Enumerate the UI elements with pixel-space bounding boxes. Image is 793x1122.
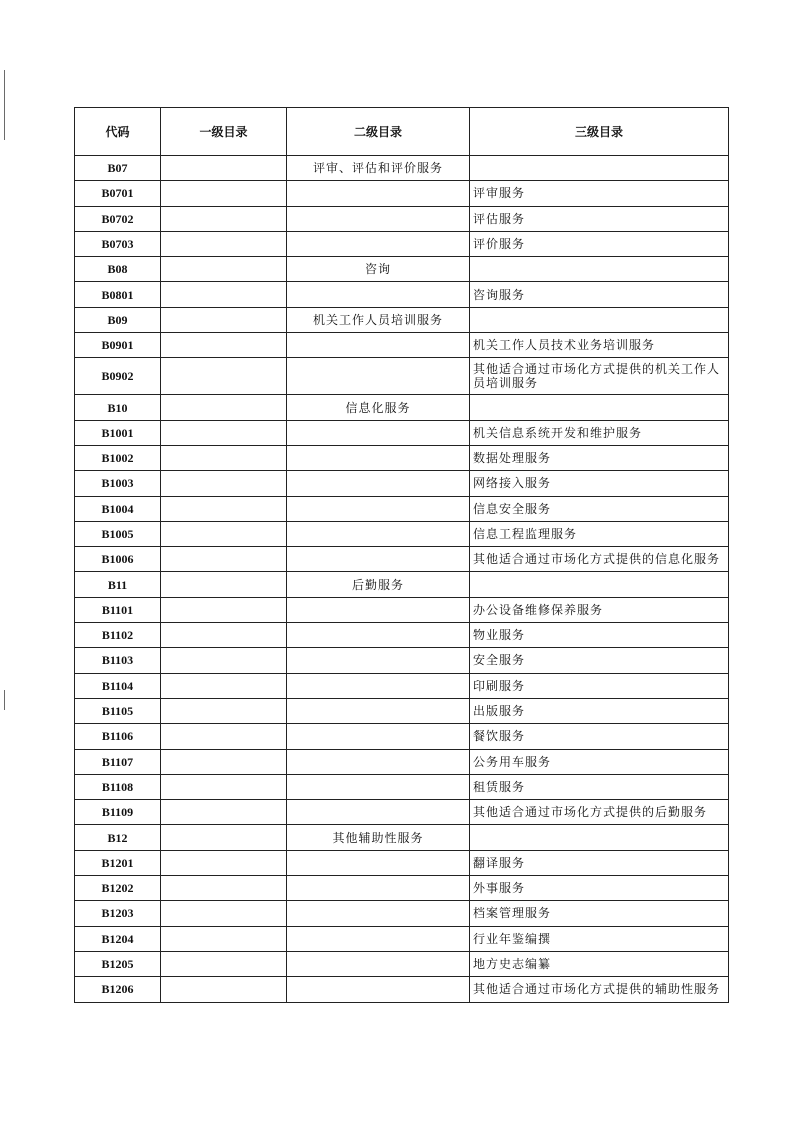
- code-cell: B1203: [75, 901, 161, 926]
- table-row: [75, 547, 729, 572]
- level2-cell: [287, 850, 470, 875]
- level3-cell: 咨询服务: [470, 282, 729, 307]
- level3-cell: 办公设备维修保养服务: [470, 597, 729, 622]
- table-row: [75, 850, 729, 875]
- level2-cell: 机关工作人员培训服务: [287, 307, 470, 332]
- table-row: [75, 257, 729, 282]
- level1-cell: [161, 445, 287, 470]
- level1-cell: [161, 850, 287, 875]
- table-row: [75, 876, 729, 901]
- code-cell: B0902: [75, 358, 161, 395]
- level1-cell: [161, 800, 287, 825]
- level3-cell: 档案管理服务: [470, 901, 729, 926]
- level2-cell: [287, 206, 470, 231]
- level3-cell: 评价服务: [470, 231, 729, 256]
- level3-cell: 评审服务: [470, 181, 729, 206]
- level3-cell: 印刷服务: [470, 673, 729, 698]
- level2-cell: [287, 774, 470, 799]
- table-row: [75, 181, 729, 206]
- level1-cell: [161, 156, 287, 181]
- level3-cell: 信息工程监理服务: [470, 521, 729, 546]
- level1-cell: [161, 951, 287, 976]
- catalog-table-container: [74, 107, 728, 1003]
- code-cell: B1109: [75, 800, 161, 825]
- table-row: [75, 926, 729, 951]
- level2-cell: [287, 876, 470, 901]
- level1-cell: [161, 231, 287, 256]
- level3-cell: 其他适合通过市场化方式提供的辅助性服务: [470, 977, 729, 1002]
- level1-cell: [161, 496, 287, 521]
- level2-cell: [287, 282, 470, 307]
- code-cell: B1205: [75, 951, 161, 976]
- code-cell: B0701: [75, 181, 161, 206]
- table-row: [75, 951, 729, 976]
- code-cell: B1108: [75, 774, 161, 799]
- code-cell: B1106: [75, 724, 161, 749]
- header-code: 代码: [75, 108, 161, 156]
- table-row: [75, 156, 729, 181]
- level3-cell: [470, 307, 729, 332]
- code-cell: B0703: [75, 231, 161, 256]
- table-row: [75, 623, 729, 648]
- code-cell: B1005: [75, 521, 161, 546]
- code-cell: B09: [75, 307, 161, 332]
- header-level3: 三级目录: [470, 108, 729, 156]
- level3-cell: [470, 825, 729, 850]
- level1-cell: [161, 395, 287, 420]
- code-cell: B1102: [75, 623, 161, 648]
- level1-cell: [161, 521, 287, 546]
- code-cell: B1101: [75, 597, 161, 622]
- scan-edge-mark: [4, 70, 5, 140]
- level2-cell: 其他辅助性服务: [287, 825, 470, 850]
- level2-cell: [287, 698, 470, 723]
- level1-cell: [161, 307, 287, 332]
- level1-cell: [161, 547, 287, 572]
- code-cell: B1103: [75, 648, 161, 673]
- level1-cell: [161, 471, 287, 496]
- level2-cell: [287, 358, 470, 395]
- table-header: [75, 108, 729, 156]
- level1-cell: [161, 774, 287, 799]
- code-cell: B1001: [75, 420, 161, 445]
- table-row: [75, 749, 729, 774]
- table-row: [75, 420, 729, 445]
- level2-cell: [287, 623, 470, 648]
- code-cell: B1002: [75, 445, 161, 470]
- level1-cell: [161, 673, 287, 698]
- table-row: [75, 445, 729, 470]
- level2-cell: [287, 496, 470, 521]
- table-row: [75, 496, 729, 521]
- level3-cell: 评估服务: [470, 206, 729, 231]
- header-level1: 一级目录: [161, 108, 287, 156]
- table-row: [75, 333, 729, 358]
- level1-cell: [161, 206, 287, 231]
- code-cell: B1206: [75, 977, 161, 1002]
- code-cell: B1204: [75, 926, 161, 951]
- level3-cell: [470, 257, 729, 282]
- code-cell: B1104: [75, 673, 161, 698]
- level3-cell: 其他适合通过市场化方式提供的后勤服务: [470, 800, 729, 825]
- level3-cell: [470, 395, 729, 420]
- level3-cell: 其他适合通过市场化方式提供的信息化服务: [470, 547, 729, 572]
- level2-cell: [287, 673, 470, 698]
- table-row: [75, 307, 729, 332]
- code-cell: B08: [75, 257, 161, 282]
- level1-cell: [161, 257, 287, 282]
- table-row: [75, 673, 729, 698]
- service-catalog-table: [74, 107, 729, 1003]
- header-row: [75, 108, 729, 156]
- level2-cell: [287, 333, 470, 358]
- level1-cell: [161, 825, 287, 850]
- table-body: [75, 156, 729, 1003]
- table-row: [75, 597, 729, 622]
- table-row: [75, 282, 729, 307]
- table-row: [75, 572, 729, 597]
- level3-cell: 公务用车服务: [470, 749, 729, 774]
- level3-cell: 地方史志编纂: [470, 951, 729, 976]
- level1-cell: [161, 572, 287, 597]
- level1-cell: [161, 648, 287, 673]
- level3-cell: 出版服务: [470, 698, 729, 723]
- level1-cell: [161, 282, 287, 307]
- level2-cell: [287, 521, 470, 546]
- code-cell: B0801: [75, 282, 161, 307]
- level1-cell: [161, 876, 287, 901]
- code-cell: B0702: [75, 206, 161, 231]
- code-cell: B1202: [75, 876, 161, 901]
- level1-cell: [161, 597, 287, 622]
- level1-cell: [161, 358, 287, 395]
- level2-cell: 后勤服务: [287, 572, 470, 597]
- table-row: [75, 800, 729, 825]
- code-cell: B07: [75, 156, 161, 181]
- level3-cell: 租赁服务: [470, 774, 729, 799]
- level2-cell: [287, 231, 470, 256]
- level2-cell: [287, 597, 470, 622]
- level2-cell: [287, 901, 470, 926]
- code-cell: B1003: [75, 471, 161, 496]
- level2-cell: [287, 926, 470, 951]
- table-row: [75, 977, 729, 1002]
- level1-cell: [161, 977, 287, 1002]
- code-cell: B1006: [75, 547, 161, 572]
- scan-edge-mark: [4, 690, 5, 710]
- code-cell: B1105: [75, 698, 161, 723]
- code-cell: B12: [75, 825, 161, 850]
- level3-cell: 数据处理服务: [470, 445, 729, 470]
- code-cell: B1107: [75, 749, 161, 774]
- level1-cell: [161, 181, 287, 206]
- level2-cell: [287, 800, 470, 825]
- table-row: [75, 698, 729, 723]
- level3-cell: [470, 572, 729, 597]
- level2-cell: [287, 471, 470, 496]
- table-row: [75, 395, 729, 420]
- level1-cell: [161, 623, 287, 648]
- code-cell: B0901: [75, 333, 161, 358]
- level3-cell: 网络接入服务: [470, 471, 729, 496]
- table-row: [75, 521, 729, 546]
- level2-cell: [287, 951, 470, 976]
- level1-cell: [161, 926, 287, 951]
- level3-cell: 安全服务: [470, 648, 729, 673]
- level1-cell: [161, 749, 287, 774]
- level1-cell: [161, 901, 287, 926]
- level2-cell: [287, 648, 470, 673]
- level1-cell: [161, 698, 287, 723]
- level3-cell: 机关工作人员技术业务培训服务: [470, 333, 729, 358]
- level1-cell: [161, 420, 287, 445]
- code-cell: B1004: [75, 496, 161, 521]
- table-row: [75, 206, 729, 231]
- level3-cell: 外事服务: [470, 876, 729, 901]
- code-cell: B10: [75, 395, 161, 420]
- level1-cell: [161, 333, 287, 358]
- level2-cell: [287, 181, 470, 206]
- table-row: [75, 471, 729, 496]
- header-level2: 二级目录: [287, 108, 470, 156]
- table-row: [75, 231, 729, 256]
- level2-cell: [287, 749, 470, 774]
- level2-cell: 咨询: [287, 257, 470, 282]
- table-row: [75, 774, 729, 799]
- table-row: [75, 358, 729, 395]
- level2-cell: 信息化服务: [287, 395, 470, 420]
- level2-cell: [287, 977, 470, 1002]
- level1-cell: [161, 724, 287, 749]
- level2-cell: [287, 445, 470, 470]
- table-row: [75, 648, 729, 673]
- level3-cell: [470, 156, 729, 181]
- code-cell: B1201: [75, 850, 161, 875]
- level2-cell: [287, 724, 470, 749]
- level2-cell: [287, 547, 470, 572]
- level3-cell: 翻译服务: [470, 850, 729, 875]
- table-row: [75, 724, 729, 749]
- level3-cell: 其他适合通过市场化方式提供的机关工作人员培训服务: [470, 358, 729, 395]
- level3-cell: 物业服务: [470, 623, 729, 648]
- level3-cell: 餐饮服务: [470, 724, 729, 749]
- table-row: [75, 825, 729, 850]
- level2-cell: [287, 420, 470, 445]
- level3-cell: 机关信息系统开发和维护服务: [470, 420, 729, 445]
- code-cell: B11: [75, 572, 161, 597]
- level2-cell: 评审、评估和评价服务: [287, 156, 470, 181]
- table-row: [75, 901, 729, 926]
- level3-cell: 信息安全服务: [470, 496, 729, 521]
- level3-cell: 行业年鉴编撰: [470, 926, 729, 951]
